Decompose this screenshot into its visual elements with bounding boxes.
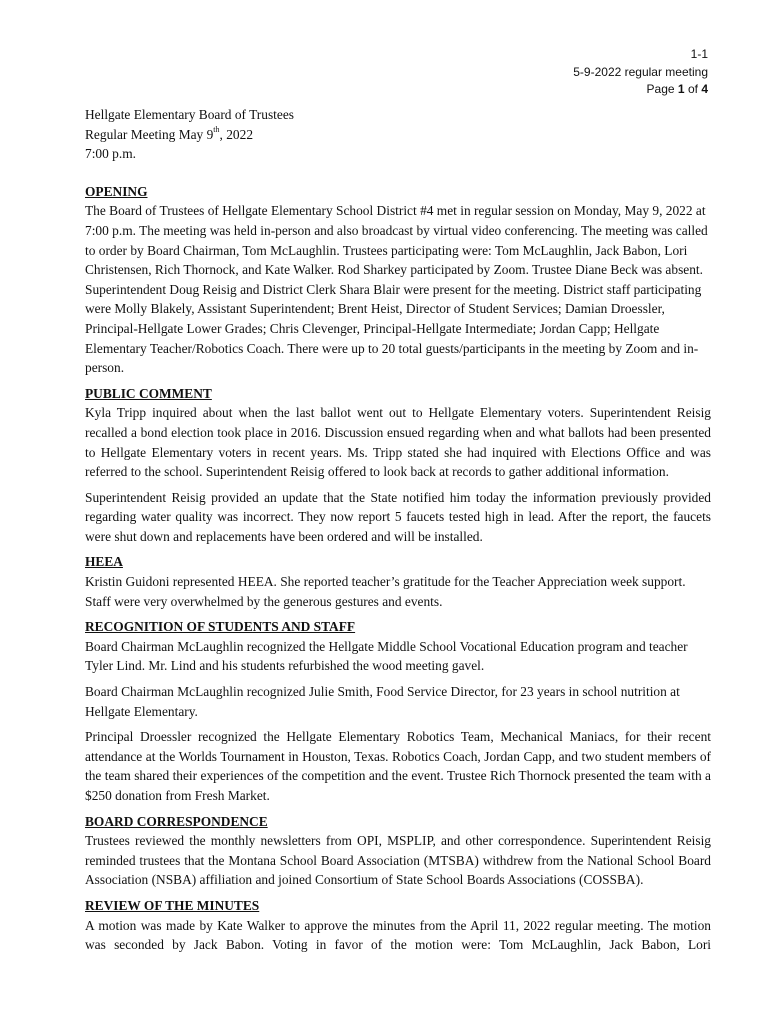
section-paragraph: A motion was made by Kate Walker to approve the minutes from the April 11, 2022 regular meeting. The motion was seconded by Jack Babon. Voting in favor of the motion were: Tom McLaughlin, Jack Babon, Lori bbox=[85, 917, 711, 953]
section-paragraph: Trustees reviewed the monthly newsletters from OPI, MSPLIP, and other correspondence. Superintendent Reisig reminded trustees that the Montana School Board Association (MTSBA) withdrew from the National School Board Association (NSBA) affiliation and joined Consortium of State School Boards Associations (COSSBA). bbox=[85, 833, 711, 888]
section-paragraph: Principal Droessler recognized the Hellgate Elementary Robotics Team, Mechanical Maniacs, for their recent attendance at the Worlds Tournament in Houston, Texas. Robotics Coach, Jordan Capp, and two student members of the team shared their experiences of the competition and the event. Trustee Rich Thornock presented the team with a $250 donation from Fresh Market. bbox=[85, 729, 711, 803]
section-heading: HEEA bbox=[85, 554, 123, 570]
section-recognition bbox=[85, 617, 711, 805]
section-heading: BOARD CORRESPONDENCE bbox=[85, 813, 268, 829]
meeting-date-suffix-sup: th bbox=[213, 125, 220, 135]
section-heading: RECOGNITION OF STUDENTS AND STAFF bbox=[85, 619, 356, 635]
meeting-label: 5-9-2022 regular meeting bbox=[573, 64, 708, 79]
page-reference: 1-1 bbox=[690, 47, 708, 61]
section-paragraph: Kyla Tripp inquired about when the last ballot went out to Hellgate Elementary voters. Superintendent Reisig recalled a bond election took place in 2016. Discussion ensued regarding when and what ballots had been presented to Hellgate Elementary voters in recent years. Ms. Tripp stated she had inquired with Elections Office and was referred to the school. Superintendent Reisig offered to look back at records to gather additional information. bbox=[85, 405, 711, 480]
section-opening bbox=[85, 182, 711, 378]
meeting-date-year: , 2022 bbox=[219, 126, 254, 142]
section-heading: OPENING bbox=[85, 183, 148, 199]
page-header bbox=[573, 46, 708, 99]
page-current: 1 bbox=[677, 82, 685, 96]
page-number bbox=[573, 81, 708, 99]
page-word: Page bbox=[646, 82, 675, 96]
section-minutes bbox=[85, 896, 711, 955]
page-of: of bbox=[687, 82, 698, 96]
section-paragraph: Board Chairman McLaughlin recognized the Hellgate Middle School Vocational Education program and teacher Tyler Lind. Mr. Lind and his students refurbished the wood meeting gavel. bbox=[85, 638, 688, 674]
meeting-time: 7:00 p.m. bbox=[85, 146, 136, 162]
section-correspondence bbox=[85, 812, 711, 890]
document-title-block bbox=[85, 105, 711, 164]
document-body bbox=[85, 105, 711, 961]
section-paragraph: The Board of Trustees of Hellgate Elementary School District #4 met in regular session on Monday, May 9, 2022 at 7:00 p.m. The meeting was held in-person and also broadcast by virtual video conferencing. The meeting was called to order by Board Chairman, Tom McLaughlin. Trustees participating were: Tom McLaughlin, Jack Babon, Lori Christensen, Rich Thornock, and Kate Walker. Rod Sharkey participated by Zoom. Trustee Diane Beck was absent. Superintendent Doug Reisig and District Clerk Shara Blair were present for the meeting. District staff participating were Molly Blakely, Assistant Superintendent; Brent Heist, Director of Student Services; Damian Droessler, Principal-Hellgate Lower Grades; Chris Clevenger, Principal-Hellgate Intermediate; Jordan Capp; Hellgate Elementary Teacher/Robotics Coach. There were up to 20 total guests/participants in the meeting by Zoom and in-person. bbox=[85, 203, 708, 376]
section-heea bbox=[85, 552, 711, 611]
meeting-date bbox=[85, 125, 711, 145]
board-name: Hellgate Elementary Board of Trustees bbox=[85, 107, 294, 122]
section-paragraph: Kristin Guidoni represented HEEA. She reported teacher’s gratitude for the Teacher Appreciation week support. Staff were very overwhelmed by the generous gestures and events. bbox=[85, 574, 686, 609]
section-paragraph: Board Chairman McLaughlin recognized Julie Smith, Food Service Director, for 23 years in school nutrition at Hellgate Elementary. bbox=[85, 684, 680, 719]
meeting-date-prefix: Regular Meeting May 9 bbox=[85, 126, 214, 142]
section-public-comment bbox=[85, 384, 711, 547]
section-heading: PUBLIC COMMENT bbox=[85, 385, 212, 401]
page-total: 4 bbox=[701, 82, 708, 96]
section-heading: REVIEW OF THE MINUTES bbox=[85, 897, 260, 913]
section-paragraph: Superintendent Reisig provided an update that the State notified him today the information previously provided regarding water quality was incorrect. They now report 5 faucets tested high in lead. After the report, the faucets were shut down and replacements have been ordered and will be installed. bbox=[85, 489, 711, 544]
